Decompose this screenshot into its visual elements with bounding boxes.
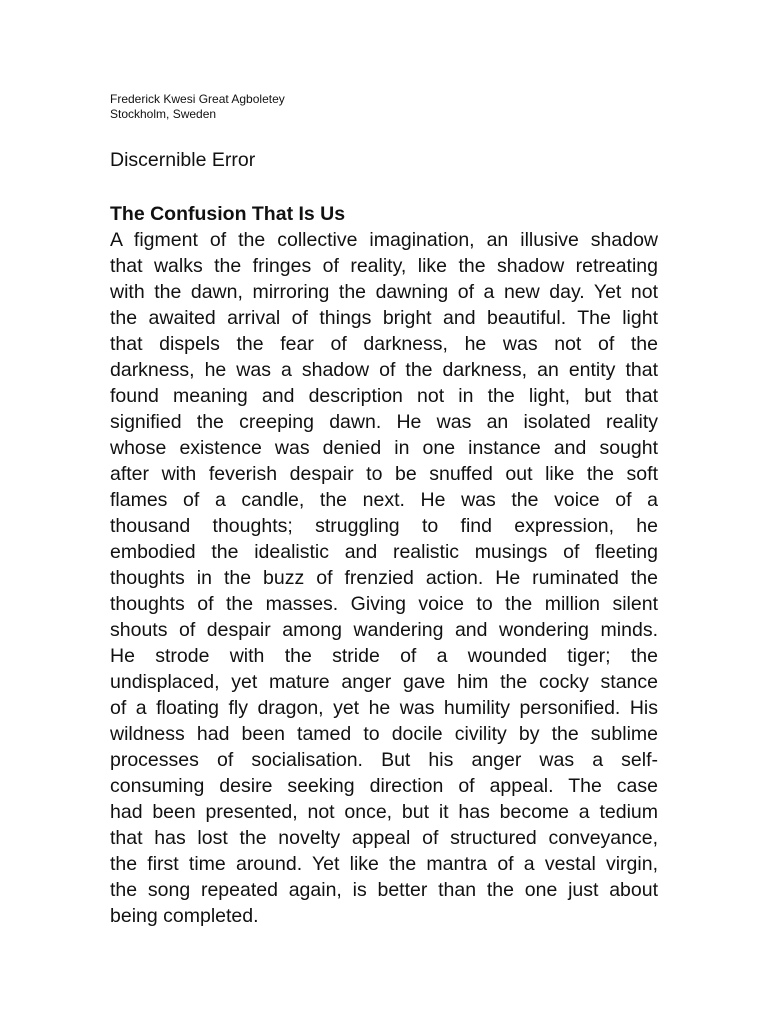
essay-line: had been presented, not once, but it has become a tedium xyxy=(110,801,658,823)
essay-line: flames of a candle, the next. He was the voice of a xyxy=(110,489,658,511)
essay-line: thoughts of the masses. Giving voice to the million silent xyxy=(110,593,658,615)
essay-line: being completed. xyxy=(110,905,259,927)
essay-line: that dispels the fear of darkness, he was not of the xyxy=(110,333,658,355)
essay-line: wildness had been tamed to docile civility by the sublime xyxy=(110,723,658,745)
essay-line: thousand thoughts; struggling to find expression, he xyxy=(110,515,658,537)
essay-line: found meaning and description not in the light, but that xyxy=(110,385,658,407)
essay-line: the awaited arrival of things bright and beautiful. The light xyxy=(110,307,658,329)
essay-line: after with feverish despair to be snuffed out like the soft xyxy=(110,463,658,485)
essay-line: undisplaced, yet mature anger gave him the cocky stance xyxy=(110,671,658,693)
essay-line: that has lost the novelty appeal of structured conveyance, xyxy=(110,827,658,849)
document-title: Discernible Error xyxy=(110,149,256,171)
essay-line: signified the creeping dawn. He was an isolated reality xyxy=(110,411,658,433)
essay-line: that walks the fringes of reality, like the shadow retreating xyxy=(110,255,658,277)
essay-line: processes of socialisation. But his anger was a self- xyxy=(110,749,658,771)
essay-line: whose existence was denied in one instance and sought xyxy=(110,437,658,459)
essay-body xyxy=(110,227,658,929)
essay-line: A figment of the collective imagination, an illusive shadow xyxy=(110,229,658,251)
author-name: Frederick Kwesi Great Agboletey xyxy=(110,92,285,106)
essay-line: embodied the idealistic and realistic musings of fleeting xyxy=(110,541,658,563)
author-block xyxy=(110,92,658,122)
essay-line: He strode with the stride of a wounded tiger; the xyxy=(110,645,658,667)
essay-line: of a floating fly dragon, yet he was humility personified. His xyxy=(110,697,658,719)
essay-line: darkness, he was a shadow of the darkness, an entity that xyxy=(110,359,658,381)
essay-heading: The Confusion That Is Us xyxy=(110,203,346,225)
author-location: Stockholm, Sweden xyxy=(110,107,217,121)
essay-line: the song repeated again, is better than the one just about xyxy=(110,879,658,901)
essay-line: the first time around. Yet like the mantra of a vestal virgin, xyxy=(110,853,658,875)
essay-line: with the dawn, mirroring the dawning of a new day. Yet not xyxy=(110,281,658,303)
essay-line: consuming desire seeking direction of appeal. The case xyxy=(110,775,658,797)
essay-line: thoughts in the buzz of frenzied action. He ruminated the xyxy=(110,567,658,589)
essay-line: shouts of despair among wandering and wondering minds. xyxy=(110,619,658,641)
